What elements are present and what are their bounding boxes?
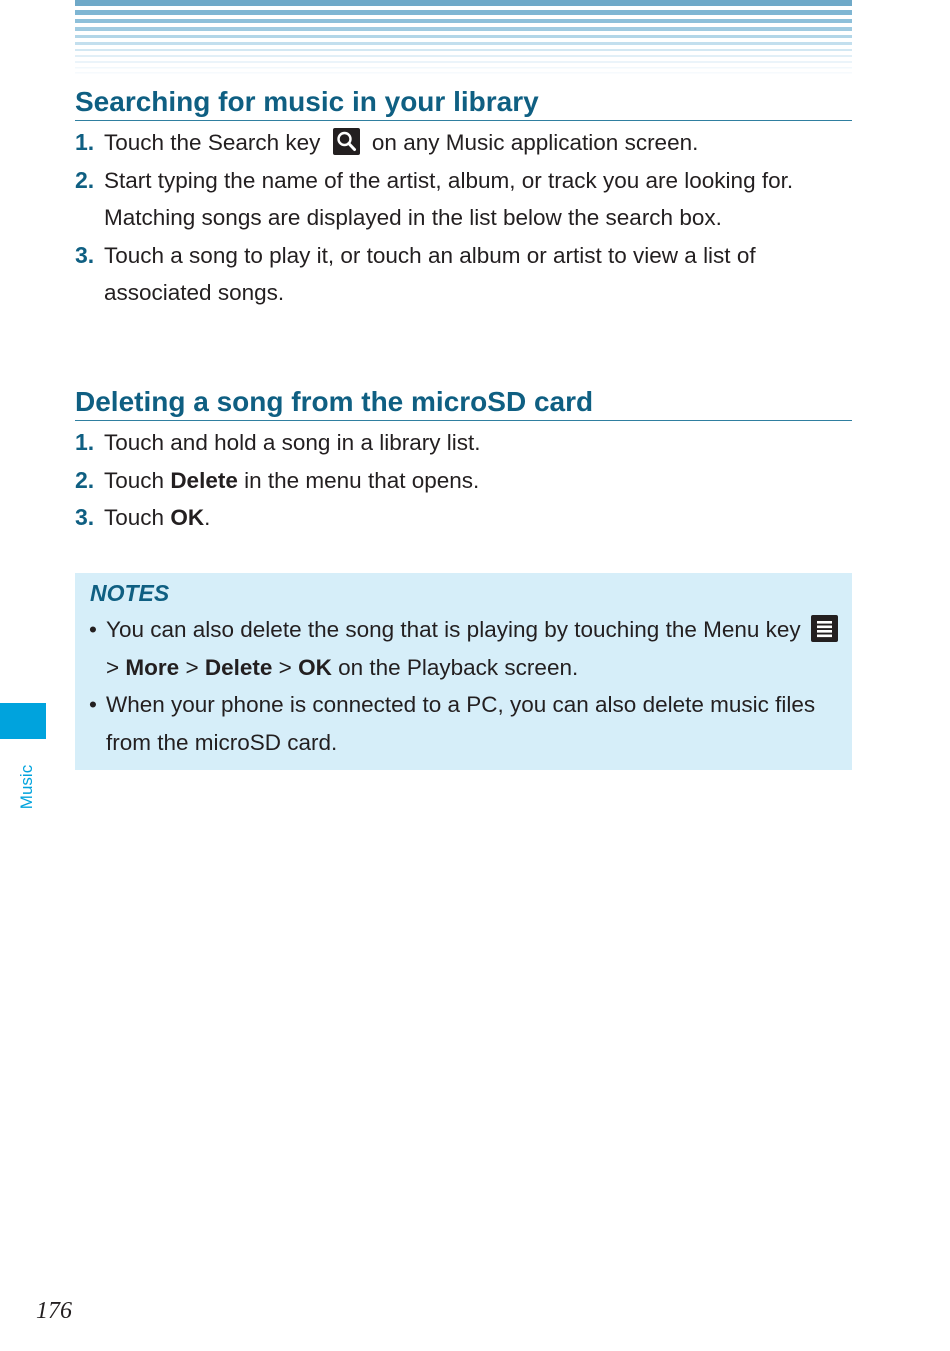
menu-option-more: More [125, 654, 180, 680]
step-text: Touch and hold a song in a library list. [104, 430, 481, 455]
step-text: Start typing the name of the artist, album, or track you are looking for. [104, 167, 794, 193]
step-subtext: Matching songs are displayed in the list below the search box. [104, 205, 722, 231]
step-number: 2. [75, 466, 95, 493]
menu-option-delete: Delete [204, 654, 273, 680]
section-searching [75, 84, 852, 312]
step-text: Touch the Search key [104, 130, 321, 155]
step-item [75, 124, 852, 162]
step-number: 2. [75, 166, 95, 193]
separator: > [278, 654, 292, 680]
notes-list [89, 611, 844, 761]
step-number: 1. [75, 429, 95, 455]
chapter-tab [0, 703, 46, 739]
page-number: 176 [36, 1298, 72, 1324]
note-text: When your phone is connected to a PC, you can also delete music files from the microSD card. [106, 692, 816, 755]
step-item [75, 237, 852, 312]
menu-key-icon [811, 615, 838, 642]
notes-box [75, 573, 852, 770]
step-number: 3. [75, 241, 95, 268]
step-text: on any Music application screen. [371, 130, 699, 155]
note-text: You can also delete the song that is playing by touching the Menu key [106, 617, 801, 642]
step-text: Touch a song to play it, or touch an album or artist to view a list of associated songs. [104, 242, 756, 306]
step-text: Touch [104, 505, 165, 531]
step-text-period: . [204, 505, 211, 531]
header-stripes [75, 0, 852, 78]
separator: > [106, 654, 120, 680]
button-label-ok: OK [170, 505, 205, 531]
step-text: Touch [104, 467, 165, 493]
step-item [75, 462, 852, 500]
step-number: 3. [75, 504, 95, 531]
note-item [89, 611, 844, 686]
button-label-ok: OK [298, 654, 332, 680]
separator: > [185, 654, 199, 680]
step-item [75, 499, 852, 537]
bullet: • [89, 692, 97, 718]
step-text: in the menu that opens. [244, 467, 480, 493]
note-text: on the Playback screen. [338, 654, 579, 680]
notes-title: NOTES [90, 580, 170, 606]
chapter-label: Music [17, 764, 36, 810]
section-title: Deleting a song from the microSD card [75, 384, 852, 421]
step-item [75, 424, 852, 462]
step-list [75, 124, 852, 312]
step-number: 1. [75, 129, 95, 155]
menu-option-delete: Delete [170, 467, 238, 493]
search-key-icon [333, 128, 360, 155]
section-title: Searching for music in your library [75, 84, 852, 121]
bullet: • [89, 617, 97, 642]
step-item [75, 162, 852, 237]
step-list [75, 424, 852, 537]
note-item [89, 686, 844, 761]
section-deleting [75, 384, 852, 537]
